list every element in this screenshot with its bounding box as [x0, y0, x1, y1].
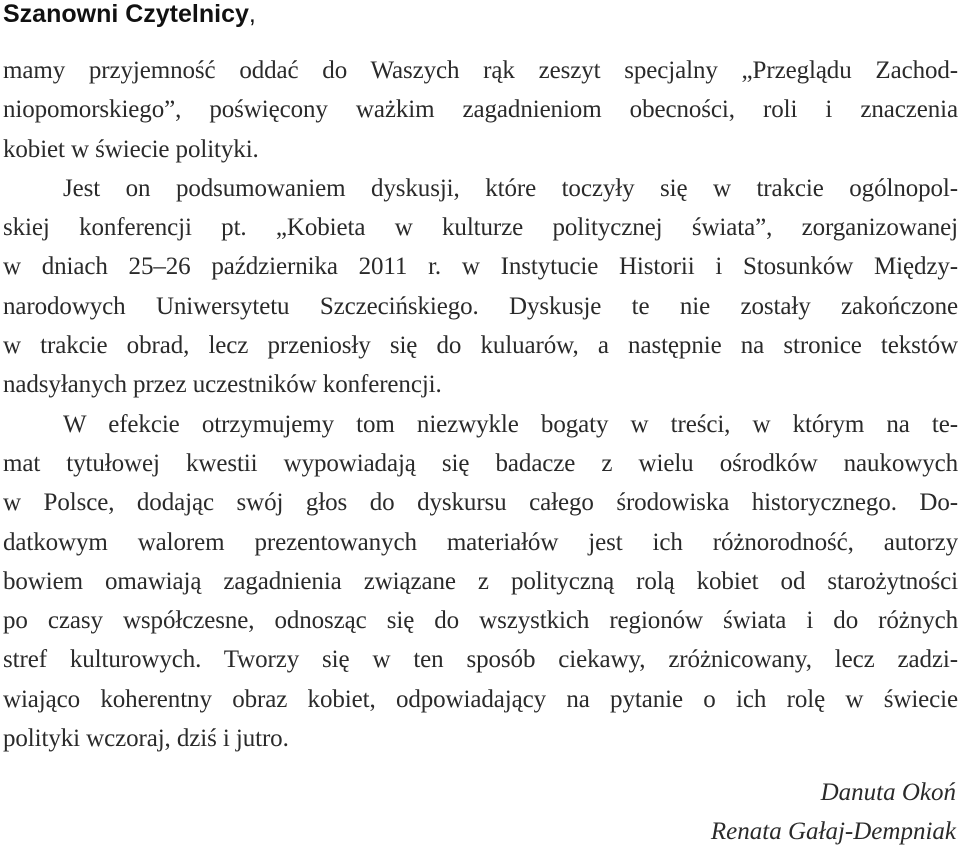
signature-name: Renata Gałaj-Dempniak: [710, 818, 956, 845]
salutation-comma: ,: [248, 0, 256, 28]
salutation-text: Szanowni Czytelnicy: [3, 0, 249, 28]
body-line: bowiem omawiają zagadnienia związane z polityczną rolą kobiet od starożytności: [3, 567, 958, 595]
signature-name: Danuta Okoń: [820, 779, 956, 806]
body-line: stref kulturowych. Tworzy się w ten sposób ciekawy, zróżnicowany, lecz zadzi-: [3, 646, 958, 674]
body-line: w trakcie obrad, lecz przeniosły się do kuluarów, a następnie na stronice tekstów: [3, 332, 958, 360]
body-line: nadsyłanych przez uczestników konferencji.: [3, 371, 442, 399]
letter-body: [3, 51, 958, 758]
body-line: narodowych Uniwersytetu Szczecińskiego. Dyskusje te nie zostały zakończone: [3, 292, 958, 320]
body-line: po czasy współczesne, odnosząc się do wszystkich regionów świata i do różnych: [3, 607, 958, 635]
body-line: skiej konferencji pt. „Kobieta w kulturze politycznej świata”, zorganizowanej: [3, 214, 958, 242]
body-line: Jest on podsumowaniem dyskusji, które toczyły się w trakcie ogólnopol-: [63, 174, 958, 202]
signature-block: [711, 773, 956, 851]
body-line: mat tytułowej kwestii wypowiadają się badacze z wielu ośrodków naukowych: [3, 449, 958, 477]
body-line: w dniach 25–26 października 2011 r. w Instytucie Historii i Stosunków Między-: [3, 253, 958, 281]
body-line: w Polsce, dodając swój głos do dyskursu całego środowiska historycznego. Do-: [3, 489, 958, 517]
body-line: polityki wczoraj, dziś i jutro.: [3, 725, 289, 753]
body-line: wiająco koherentny obraz kobiet, odpowiadający na pytanie o ich rolę w świecie: [3, 685, 958, 713]
salutation-heading: [3, 0, 256, 30]
body-line: mamy przyjemność oddać do Waszych rąk zeszyt specjalny „Przeglądu Zachod-: [3, 57, 958, 84]
body-line: W efekcie otrzymujemy tom niezwykle bogaty w treści, w którym na te-: [63, 410, 958, 438]
body-line: kobiet w świecie polityki.: [3, 135, 259, 163]
body-line: datkowym walorem prezentowanych materiałów jest ich różnorodność, autorzy: [3, 528, 958, 556]
body-line: niopomorskiego”, poświęcony ważkim zagadnieniom obecności, roli i znaczenia: [3, 96, 958, 124]
